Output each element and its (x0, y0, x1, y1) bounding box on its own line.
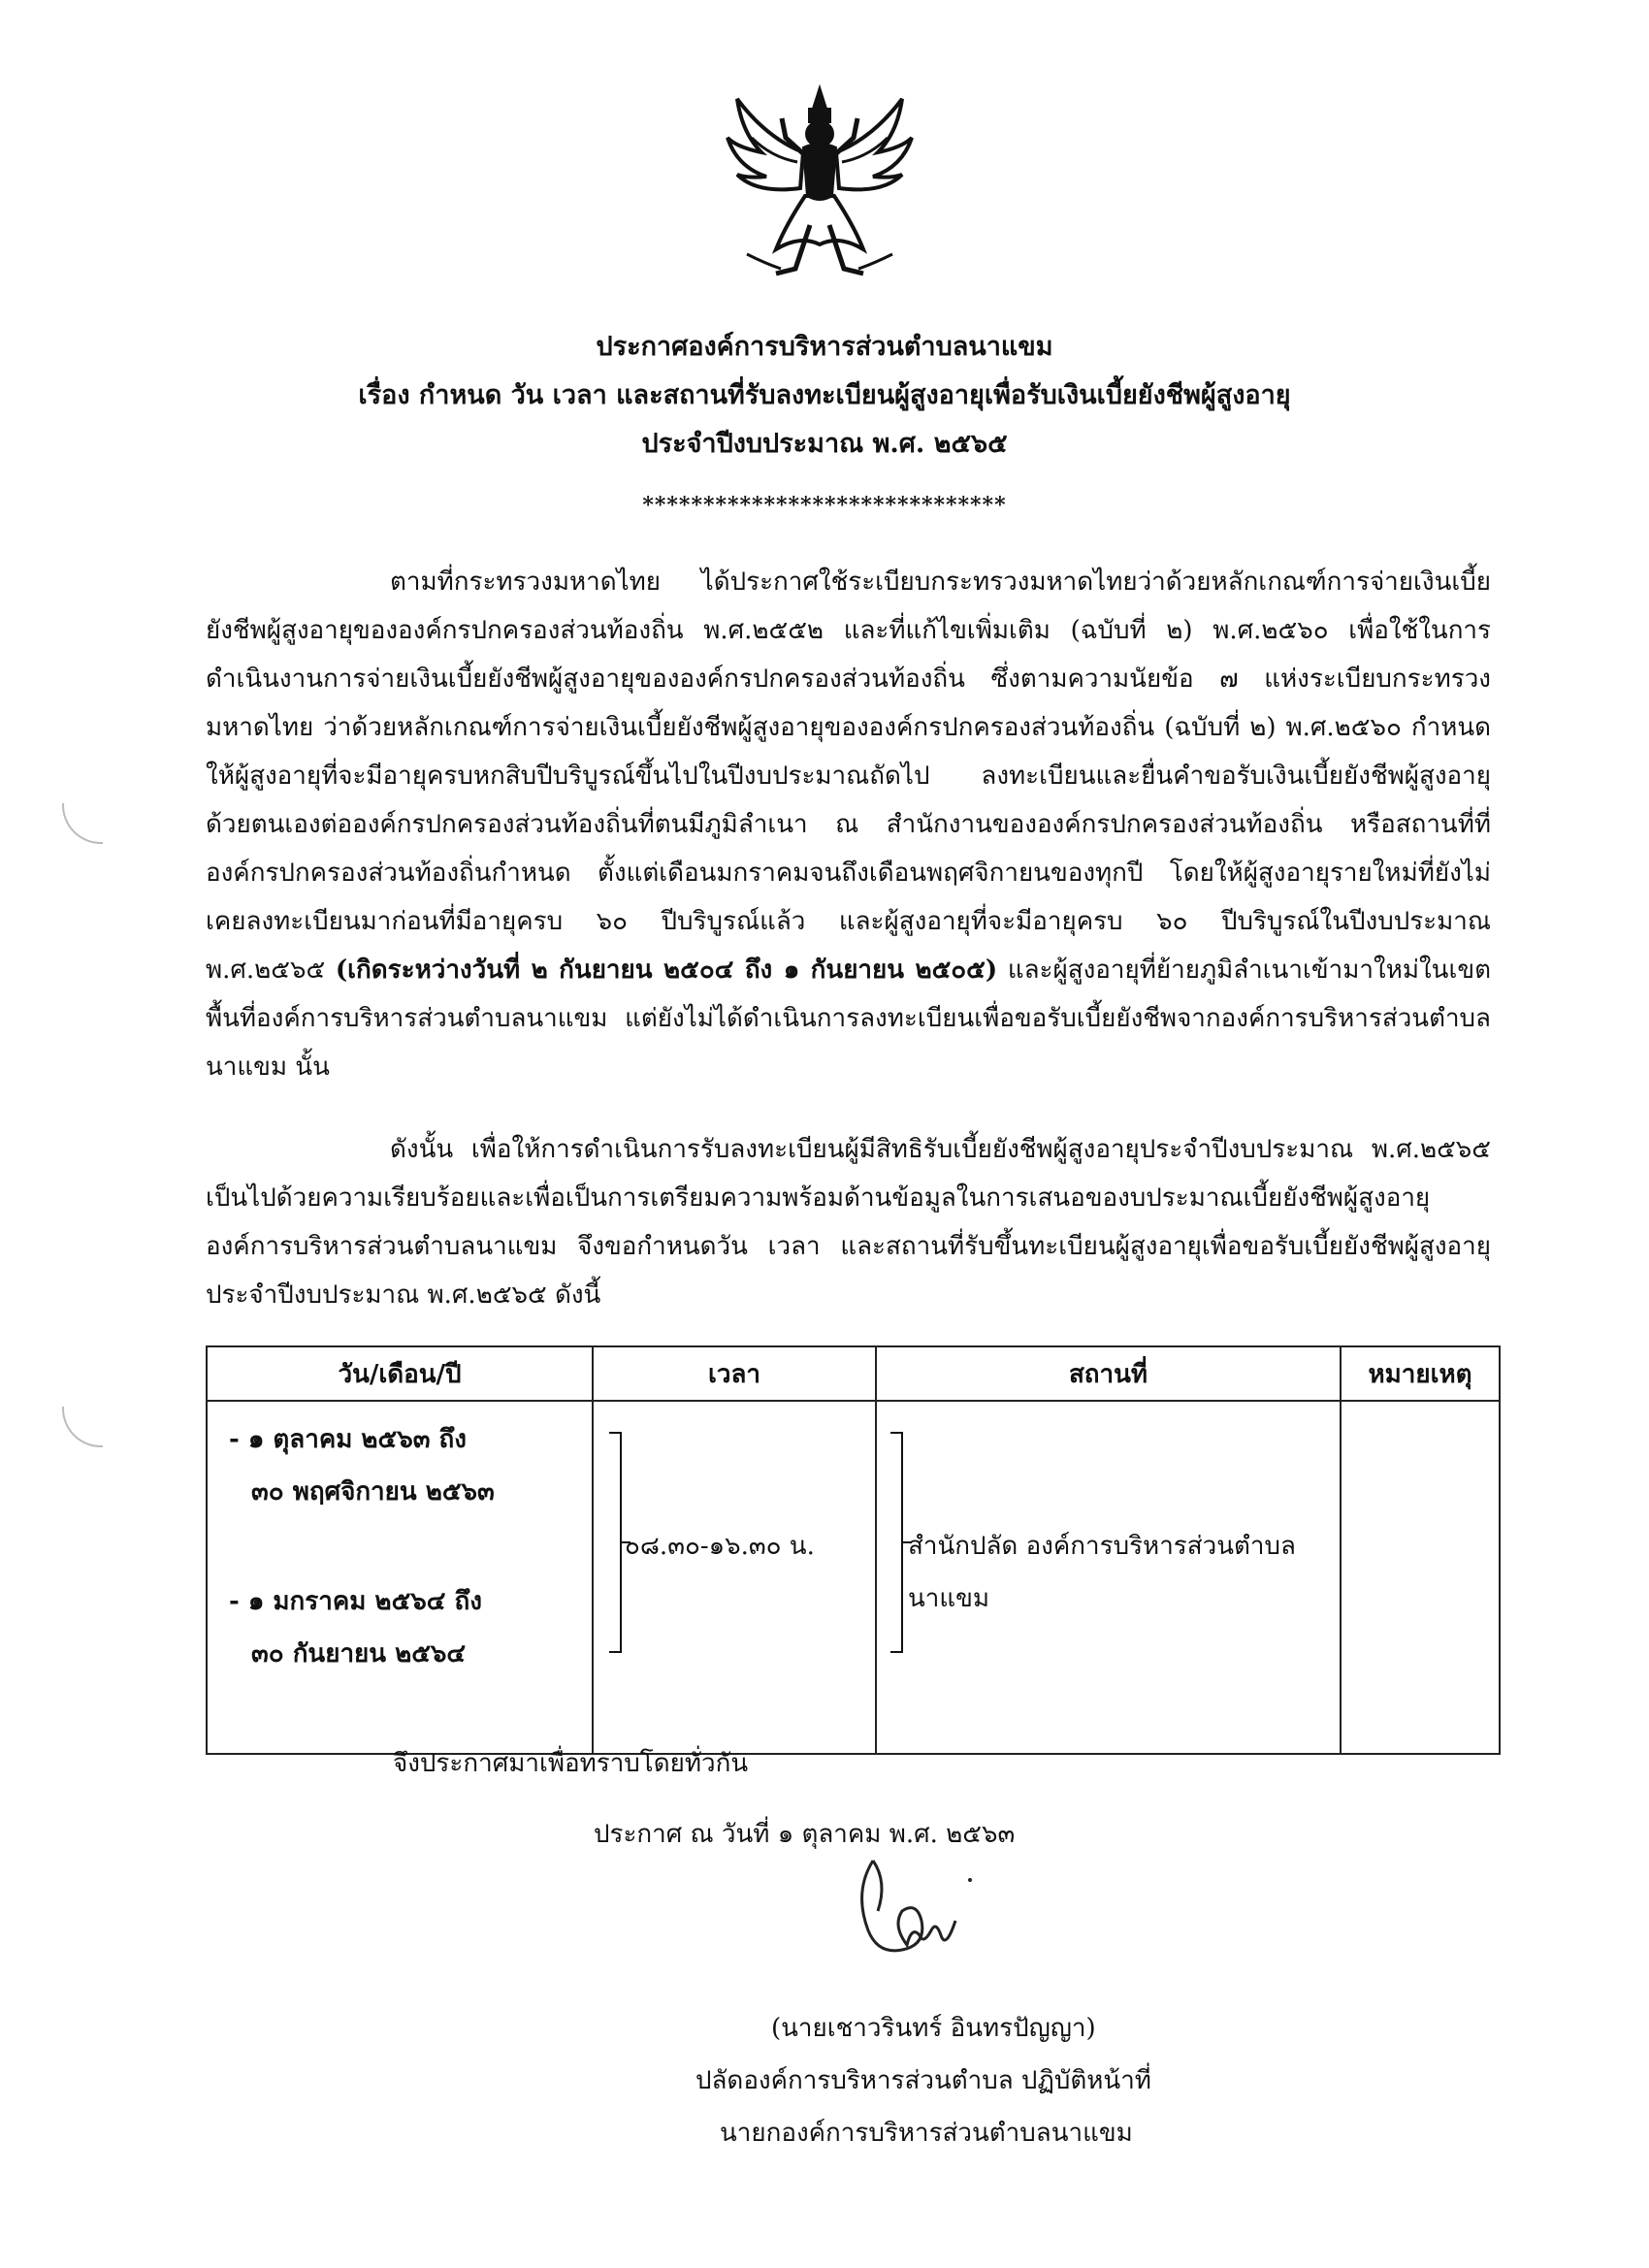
paragraph-1 (206, 558, 1491, 1091)
punch-hole-mark (62, 1407, 103, 1447)
paragraph-2-text: ดังนั้น เพื่อให้การดำเนินการรับลงทะเบียนผู้มีสิทธิรับเบี้ยยังชีพผู้สูงอายุประจำปีงบประมาณ พ.ศ.๒๕๖๕ เป็นไปด้วยความเรียบร้อยและเพื่อเป็นการเตรียมความพร้อมด้านข้อมูลในการเสนอของบประมาณเบี้ยยังชีพผู้สูงอายุ องค์การบริหารส่วนตำบลนาแขม จึงขอกำหนดวัน เวลา และสถานที่รับขึ้นทะเบียนผู้สูงอายุเพื่อขอรับเบี้ยยังชีพผู้สูงอายุ ประจำปีงบประมาณ พ.ศ.๒๕๖๕ ดังนี้ (206, 1135, 1491, 1310)
announce-text: จึงประกาศมาเพื่อทราบโดยทั่วกัน (393, 1749, 749, 1778)
period-2-start: - ๑ มกราคม ๒๕๖๔ ถึง (229, 1587, 482, 1616)
signer-position-2: นายกองค์การบริหารส่วนตำบลนาแขม (720, 2119, 1133, 2148)
garuda-emblem-icon (708, 80, 931, 288)
org-title: ประกาศองค์การบริหารส่วนตำบลนาแขม (596, 332, 1053, 362)
period-1-start: - ๑ ตุลาคม ๒๕๖๓ ถึง (229, 1425, 467, 1454)
place-line-2: นาแขม (908, 1584, 990, 1613)
signer-position-1: ปลัดองค์การบริหารส่วนตำบล ปฏิบัติหน้าที่ (695, 2066, 1151, 2095)
birth-range-bold: (เกิดระหว่างวันที่ ๒ กันยายน ๒๕๐๔ ถึง ๑ กันยายน ๒๕๐๕) (335, 956, 998, 985)
header-time: เวลา (593, 1346, 876, 1401)
separator-stars: ****************************** (642, 493, 1007, 518)
time-cell (593, 1401, 876, 1754)
header-place: สถานที่ (876, 1346, 1341, 1401)
announce-date: ประกาศ ณ วันที่ ๑ ตุลาคม พ.ศ. ๒๕๖๓ (594, 1820, 1016, 1849)
date-cell (207, 1401, 593, 1754)
place-line-1: สำนักปลัด องค์การบริหารส่วนตำบล (908, 1532, 1296, 1561)
paragraph-2 (206, 1125, 1491, 1319)
header-note: หมายเหตุ (1341, 1346, 1500, 1401)
note-cell (1341, 1401, 1500, 1754)
paragraph-1-text-a: ตามที่กระทรวงมหาดไทย ได้ประกาศใช้ระเบียบกระทรวงมหาดไทยว่าด้วยหลักเกณฑ์การจ่ายเงินเบี้ยยังชีพผู้สูงอายุขององค์กรปกครองส่วนท้องถิ่น พ.ศ.๒๕๕๒ และที่แก้ไขเพิ่มเติม (ฉบับที่ ๒) พ.ศ.๒๕๖๐ เพื่อใช้ในการดำเนินงานการจ่ายเงินเบี้ยยังชีพผู้สูงอายุขององค์กรปกครองส่วนท้องถิ่น ซึ่งตามความนัยข้อ ๗ แห่งระเบียบกระทรวงมหาดไทย ว่าด้วยหลักเกณฑ์การจ่ายเงินเบี้ยยังชีพผู้สูงอายุขององค์กรปกครองส่วนท้องถิ่น (ฉบับที่ ๒) พ.ศ.๒๕๖๐ กำหนดให้ผู้สูงอายุที่จะมีอายุครบหกสิบปีบริบูรณ์ขึ้นไปในปีงบประมาณถัดไป ลงทะเบียนและยื่นคำขอรับเงินเบี้ยยังชีพผู้สูงอายุด้วยตนเองต่อองค์กรปกครองส่วนท้องถิ่นที่ตนมีภูมิลำเนา ณ สำนักงานขององค์กรปกครองส่วนท้องถิ่น หรือสถานที่ที่องค์กรปกครองส่วนท้องถิ่นกำหนด ตั้งแต่เดือนมกราคมจนถึงเดือนพฤศจิกายนของทุกปี โดยให้ผู้สูงอายุรายใหม่ที่ยังไม่เคยลงทะเบียนมาก่อนที่มีอายุครบ ๖๐ ปีบริบูรณ์แล้ว และผู้สูงอายุที่จะมีอายุครบ ๖๐ ปีบริบูรณ์ในปีงบประมาณ พ.ศ.๒๕๖๕ (206, 567, 1491, 985)
table-row (207, 1401, 1500, 1754)
schedule-table (206, 1345, 1501, 1755)
subject-title: เรื่อง กำหนด วัน เวลา และสถานที่รับลงทะเบียนผู้สูงอายุเพื่อรับเงินเบี้ยยังชีพผู้สูงอายุ (358, 380, 1291, 410)
time-value: ๐๘.๓๐-๑๖.๓๐ น. (625, 1532, 815, 1561)
signer-name: (นายเชาวรินทร์ อินทรปัญญา) (771, 2014, 1096, 2043)
table-header-row (207, 1346, 1500, 1401)
period-1-end: ๓๐ พฤศจิกายน ๒๕๖๓ (251, 1477, 495, 1507)
header-date: วัน/เดือน/ปี (207, 1346, 593, 1401)
place-cell (876, 1401, 1341, 1754)
period-2-end: ๓๐ กันยายน ๒๕๖๔ (251, 1639, 467, 1669)
punch-hole-mark (62, 803, 103, 844)
fiscal-year-title: ประจำปีงบประมาณ พ.ศ. ๒๕๖๕ (641, 429, 1008, 459)
signature-icon (834, 1853, 980, 1989)
paragraph-1-text-b: และผู้สูงอายุที่ย้ายภูมิลำเนาเข้ามาใหม่ในเขตพื้นที่องค์การบริหารส่วนตำบลนาแขม แต่ยังไม่ได้ดำเนินการลงทะเบียนเพื่อขอรับเบี้ยยังชีพจากองค์การบริหารส่วนตำบลนาแขม นั้น (206, 956, 1491, 1082)
